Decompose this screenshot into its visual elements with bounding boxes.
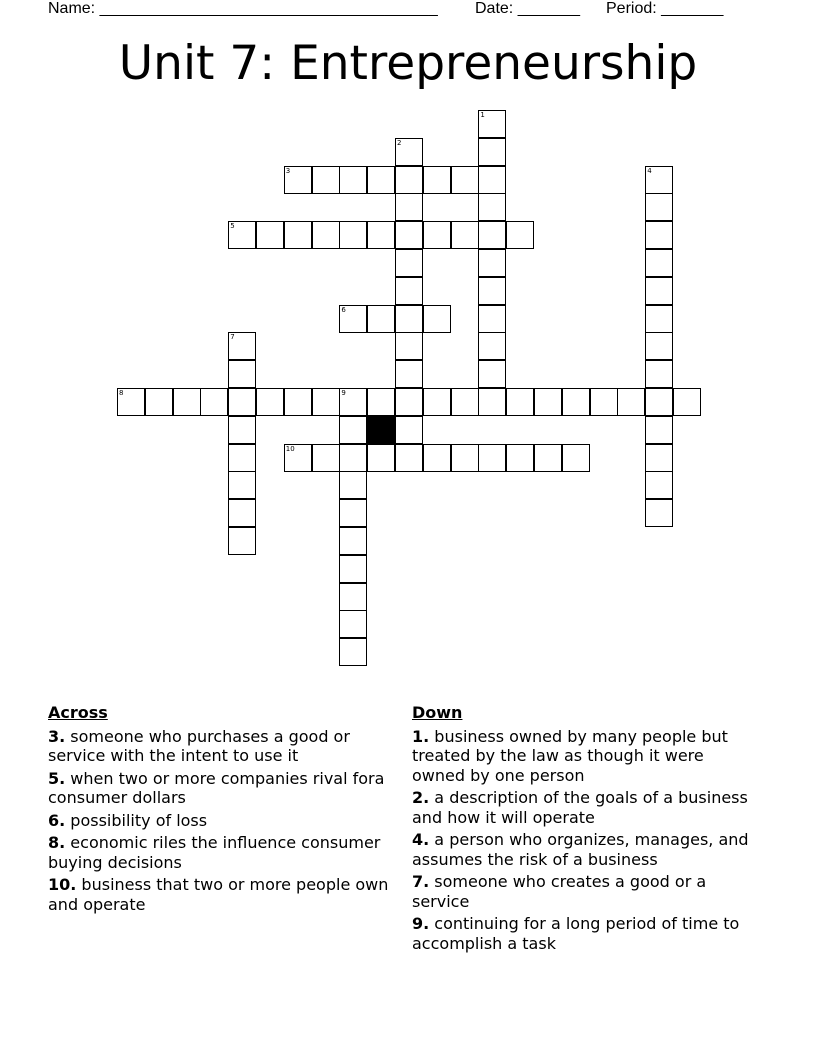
grid-cell[interactable] [395, 249, 423, 277]
grid-cell[interactable] [228, 527, 256, 555]
grid-cell[interactable] [451, 388, 479, 416]
grid-cell[interactable] [645, 305, 673, 333]
grid-cell[interactable] [339, 638, 367, 666]
grid-cell[interactable] [673, 388, 701, 416]
down-clues [412, 703, 752, 956]
grid-cell[interactable] [228, 471, 256, 499]
grid-cell[interactable] [284, 388, 312, 416]
clue-number: 9 [341, 389, 346, 397]
clue-text: a person who organizes, manages, and assumes the risk of a business [412, 830, 749, 869]
grid-cell[interactable] [423, 221, 451, 249]
across-clue [48, 833, 398, 872]
clue-number: 10 [285, 444, 295, 453]
grid-cell[interactable] [395, 416, 423, 444]
grid-cell[interactable] [312, 166, 340, 194]
grid-cell[interactable] [395, 138, 423, 166]
grid-cell[interactable] [367, 166, 395, 194]
grid-cell[interactable] [339, 416, 367, 444]
grid-cell[interactable] [534, 388, 562, 416]
grid-cell[interactable] [562, 444, 590, 472]
grid-cell[interactable] [645, 471, 673, 499]
grid-cell[interactable] [451, 444, 479, 472]
grid-cell[interactable] [451, 221, 479, 249]
grid-cell[interactable] [284, 221, 312, 249]
page-title: Unit 7: Entrepreneurship [118, 36, 698, 91]
grid-cell[interactable] [284, 444, 312, 472]
grid-cell[interactable] [645, 193, 673, 221]
across-clue [48, 727, 398, 766]
grid-cell[interactable] [395, 388, 423, 416]
grid-cell[interactable] [200, 388, 228, 416]
clue-text: someone who purchases a good or service with the intent to use it [48, 726, 350, 765]
grid-cell[interactable] [367, 221, 395, 249]
grid-cell[interactable] [506, 444, 534, 472]
grid-cell[interactable] [173, 388, 201, 416]
clue-text: when two or more companies rival fora consumer dollars [48, 768, 385, 807]
grid-cell[interactable] [645, 444, 673, 472]
across-clue [48, 769, 398, 808]
clue-text: a description of the goals of a business and how it will operate [412, 788, 748, 827]
grid-cell[interactable] [478, 166, 506, 194]
grid-cell[interactable] [312, 388, 340, 416]
grid-cell[interactable] [478, 305, 506, 333]
grid-cell[interactable] [228, 360, 256, 388]
grid-cell[interactable] [395, 444, 423, 472]
grid-cell[interactable] [145, 388, 173, 416]
across-clue [48, 811, 398, 831]
grid-cell[interactable] [478, 193, 506, 221]
down-clue [412, 788, 752, 827]
clue-number-label: 6. [48, 810, 66, 830]
grid-cell[interactable] [367, 305, 395, 333]
grid-cell[interactable] [339, 555, 367, 583]
grid-cell[interactable] [312, 221, 340, 249]
clue-number: 4 [647, 166, 652, 175]
grid-cell[interactable] [645, 277, 673, 305]
clue-number-label: 1. [412, 726, 430, 746]
grid-cell[interactable] [423, 166, 451, 194]
grid-cell[interactable] [312, 444, 340, 472]
clue-number: 5 [230, 222, 235, 231]
grid-cell[interactable] [645, 499, 673, 527]
grid-cell[interactable] [506, 388, 534, 416]
down-clue [412, 872, 752, 911]
grid-cell[interactable] [395, 305, 423, 333]
grid-cell[interactable] [395, 332, 423, 360]
grid-cell[interactable] [534, 444, 562, 472]
grid-cell[interactable] [395, 193, 423, 221]
grid-cell[interactable] [645, 249, 673, 277]
grid-cell[interactable] [339, 388, 367, 416]
clue-text: business that two or more people own and operate [48, 875, 389, 914]
clue-text: business owned by many people but treated by the law as though it were owned by one person [412, 726, 728, 785]
grid-cell[interactable] [478, 249, 506, 277]
clue-text: economic riles the influence consumer buying decisions [48, 833, 381, 872]
grid-cell[interactable] [339, 610, 367, 638]
clue-number: 2 [397, 138, 402, 147]
grid-cell[interactable] [478, 444, 506, 472]
grid-cell[interactable] [339, 221, 367, 249]
down-clue [412, 727, 752, 786]
grid-cell[interactable] [506, 221, 534, 249]
grid-cell[interactable] [228, 388, 256, 416]
grid-cell[interactable] [423, 305, 451, 333]
grid-cell[interactable] [339, 583, 367, 611]
clue-number-label: 2. [412, 788, 430, 807]
grid-cell[interactable] [228, 499, 256, 527]
clue-text: possibility of loss [65, 810, 208, 830]
grid-cell[interactable] [228, 416, 256, 444]
grid-cell[interactable] [451, 166, 479, 194]
grid-cell[interactable] [645, 221, 673, 249]
grid-cell[interactable] [228, 332, 256, 360]
grid-cell[interactable] [339, 527, 367, 555]
grid-cell[interactable] [423, 444, 451, 472]
black-cell [367, 416, 395, 444]
clue-number-label: 10. [48, 875, 77, 894]
grid-cell[interactable] [645, 388, 673, 416]
grid-cell[interactable] [339, 444, 367, 472]
grid-cell[interactable] [617, 388, 645, 416]
grid-cell[interactable] [256, 388, 284, 416]
grid-cell[interactable] [478, 332, 506, 360]
clue-number-label: 7. [412, 872, 430, 891]
period-field[interactable]: Period: _______ [606, 0, 724, 17]
clue-number: 7 [230, 333, 235, 342]
clue-number: 6 [341, 305, 346, 314]
grid-cell[interactable] [228, 444, 256, 472]
grid-cell[interactable] [367, 444, 395, 472]
down-heading: Down [412, 703, 463, 722]
clue-number-label: 8. [48, 833, 66, 852]
grid-cell[interactable] [645, 360, 673, 388]
date-field[interactable]: Date: _______ [475, 0, 580, 17]
clue-number-label: 3. [48, 726, 66, 746]
clue-number-label: 9. [412, 914, 430, 933]
grid-cell[interactable] [256, 221, 284, 249]
grid-cell[interactable] [423, 388, 451, 416]
grid-cell[interactable] [478, 110, 506, 138]
clue-number-label: 4. [412, 830, 430, 849]
grid-cell[interactable] [478, 360, 506, 388]
across-heading: Across [48, 703, 108, 722]
clue-text: continuing for a long period of time to accomplish a task [412, 914, 740, 953]
down-clue [412, 914, 752, 953]
grid-cell[interactable] [284, 166, 312, 194]
grid-cell[interactable] [478, 221, 506, 249]
grid-cell[interactable] [339, 499, 367, 527]
across-clue [48, 875, 398, 914]
grid-cell[interactable] [645, 166, 673, 194]
grid-cell[interactable] [117, 388, 145, 416]
grid-cell[interactable] [395, 360, 423, 388]
grid-cell[interactable] [367, 388, 395, 416]
grid-cell[interactable] [339, 305, 367, 333]
grid-cell[interactable] [478, 388, 506, 416]
clue-number-label: 5. [48, 768, 66, 788]
grid-cell[interactable] [395, 277, 423, 305]
grid-cell[interactable] [562, 388, 590, 416]
grid-cell[interactable] [478, 138, 506, 166]
grid-cell[interactable] [395, 166, 423, 194]
across-clues [48, 703, 398, 917]
grid-cell[interactable] [645, 332, 673, 360]
grid-cell[interactable] [645, 416, 673, 444]
clue-number: 1 [480, 111, 485, 119]
clue-text: someone who creates a good or a service [412, 872, 707, 911]
clue-number: 8 [119, 389, 124, 397]
down-clue [412, 830, 752, 869]
grid-cell[interactable] [228, 221, 256, 249]
clue-number: 3 [285, 166, 291, 175]
grid-cell[interactable] [395, 221, 423, 249]
grid-cell[interactable] [590, 388, 618, 416]
name-field[interactable]: Name: ______________________________________ [48, 0, 438, 17]
grid-cell[interactable] [478, 277, 506, 305]
grid-cell[interactable] [339, 166, 367, 194]
grid-cell[interactable] [339, 471, 367, 499]
